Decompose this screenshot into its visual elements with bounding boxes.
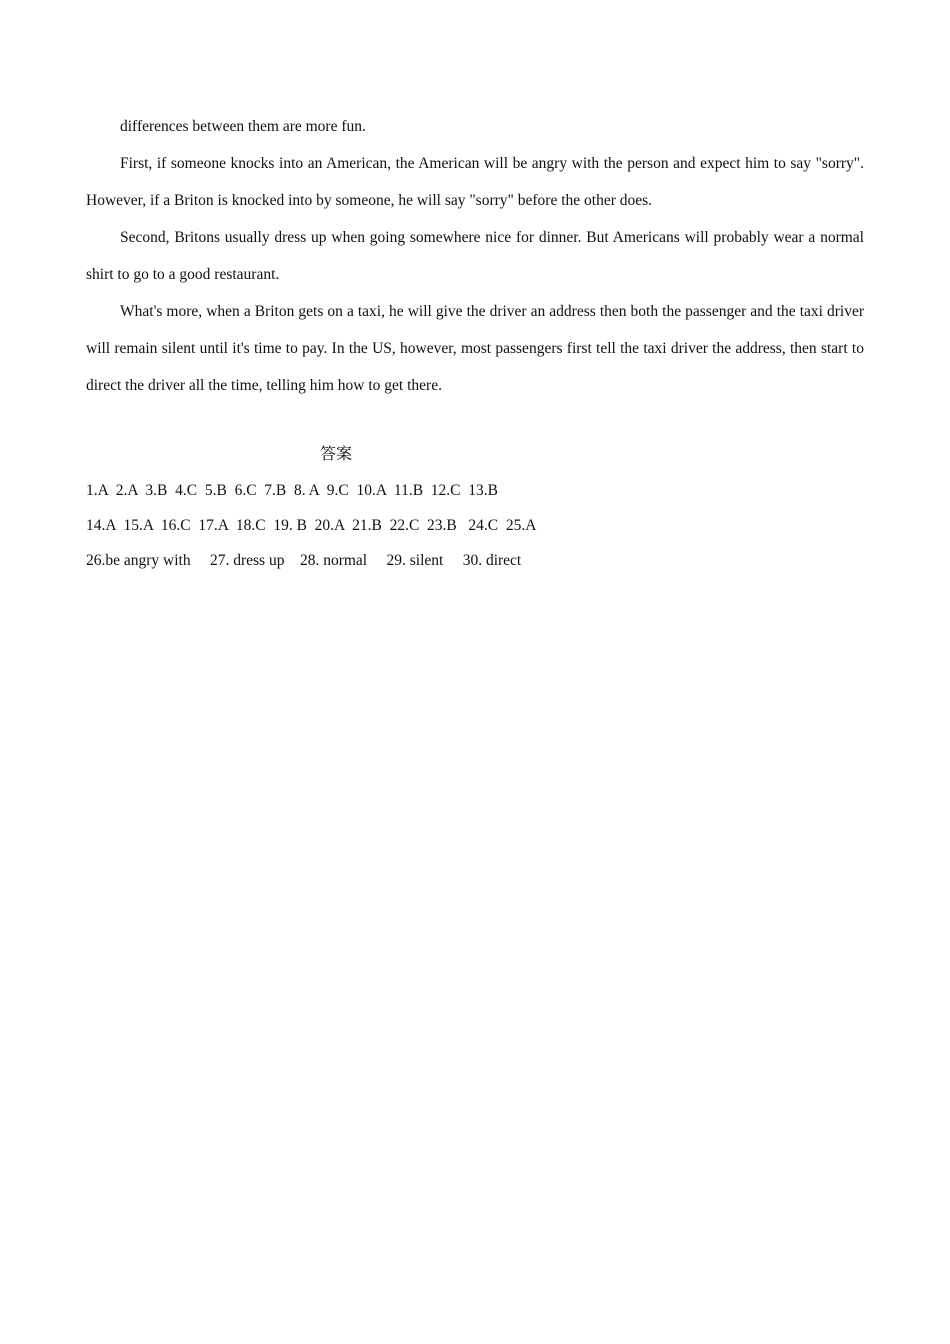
passage-paragraph-1: First, if someone knocks into an American, the American will be angry with the person and expect him to say "sorry". However, if a Briton is knocked into by someone, he will say "sorry" before the other does. [86, 155, 864, 209]
passage-paragraph-3: What's more, when a Briton gets on a taxi, he will give the driver an address then both the passenger and the taxi driver will remain silent until it's time to pay. In the US, however, most passengers first tell the taxi driver the address, then start to direct the driver all the time, telling him how to get there. [86, 303, 864, 394]
answer-key-line-2: 14.A 15.A 16.C 17.A 18.C 19. B 20.A 21.B 22.C 23.B 24.C 25.A [86, 517, 537, 534]
passage-paragraph-2: Second, Britons usually dress up when going somewhere nice for dinner. But Americans will probably wear a normal shirt to go to a good restaurant. [86, 229, 864, 283]
passage-paragraph-0: differences between them are more fun. [120, 118, 366, 135]
answer-key-line-1: 1.A 2.A 3.B 4.C 5.B 6.C 7.B 8. A 9.C 10.A 11.B 12.C 13.B [86, 482, 498, 499]
answers-heading: 答案 [320, 444, 353, 463]
answer-key-line-3: 26.be angry with 27. dress up 28. normal 29. silent 30. direct [86, 552, 522, 569]
passage-body [86, 112, 864, 404]
